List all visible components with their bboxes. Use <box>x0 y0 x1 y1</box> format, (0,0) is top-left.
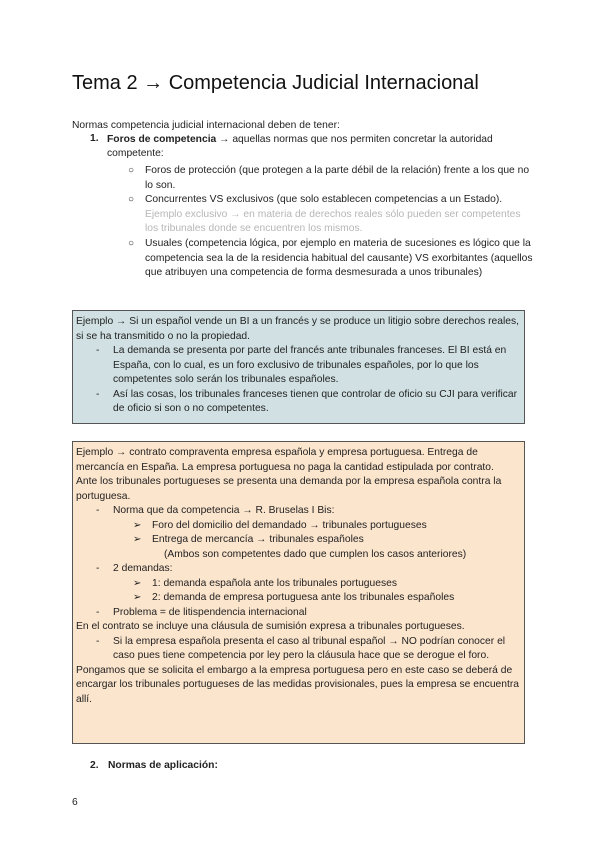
intro-text: Normas competencia judicial internacional deben de tener: <box>72 120 340 131</box>
sub-bullet-concurrent-text: Concurrentes VS exclusivos (que solo establecen competencias a un Estado). <box>145 194 503 205</box>
item-number: 1. <box>90 133 99 144</box>
sub-bullet-gray-example: Ejemplo exclusivo → en materia de derechos reales sólo pueden ser competentes los tribunales donde se encuentren los mismos. <box>145 208 521 234</box>
box2-dash-item <box>76 504 521 519</box>
dash-bullet-icon: - <box>96 635 100 647</box>
box1-dash-text-2: Así las cosas, los tribunales franceses tienen que controlar de oficio su CJI para verificar de oficio si son o no competentes. <box>113 388 518 414</box>
box2-dash-item <box>76 635 521 664</box>
arrow-bullet-icon: ➢ <box>133 534 142 545</box>
box2-paragraph-3: En el contrato se incluye una cláusula de sumisión expresa a tribunales portugueses. <box>76 621 465 632</box>
box1-dash-item <box>76 344 521 388</box>
box2-dash-item <box>76 606 521 621</box>
arrow-bullet-icon: ➢ <box>133 519 142 531</box>
box2-paragraph-1: Ejemplo → contrato compraventa empresa española y empresa portuguesa. Entrega de mercancía en España. La empresa portuguesa no paga la cantidad estipulada por contrato. <box>76 447 494 473</box>
box2-paragraph-2: Ante los tribunales portugueses se presenta una demanda por la empresa española contra la portuguesa. <box>76 476 502 502</box>
sub-bullet-protection: Foros de protección (que protegen a la parte débil de la relación) frente a los que no lo son. <box>145 165 530 191</box>
box2-arrow-item <box>76 519 521 534</box>
box2-foro-1: Foro del domicilio del demandado → tribunales portugueses <box>152 519 427 531</box>
circle-bullet-icon: ○ <box>128 165 135 176</box>
section-2-heading <box>90 760 218 771</box>
box2-demanda-2: 2: demanda de empresa portuguesa ante los tribunales españoles <box>152 592 455 603</box>
box2-arrow-item <box>76 591 521 606</box>
box2-demanda-1: 1: demanda española ante los tribunales portugueses <box>152 577 398 589</box>
item-text <box>107 133 532 162</box>
dash-bullet-icon: - <box>96 606 100 618</box>
box2-foro-2: Entrega de mercancía → tribunales españoles <box>152 534 364 545</box>
page-number: 6 <box>72 797 78 808</box>
box1-dash-text-1: La demanda se presenta por parte del francés ante tribunales franceses. El BI está en España, con lo cual, es un foro exclusivo de tribunales españoles, por lo que los competentes solo serán los tribunales españoles. <box>113 345 507 385</box>
box2-foro-note: (Ambos son competentes dado que cumplen los casos anteriores) <box>164 548 467 560</box>
example-box-orange <box>72 441 525 744</box>
dash-bullet-icon: - <box>96 388 100 400</box>
circle-bullet-icon: ○ <box>128 238 135 249</box>
item-rest: → aquellas normas que nos permiten concretar la autoridad competente: <box>107 134 493 160</box>
sub-bullet-usual: Usuales (competencia lógica, por ejemplo en materia de sucesiones es lógico que la competencia sea la de la residencia habitual del causante) VS exorbitantes (aquellos que atribuyen una competencia de forma desmesurada a unos tribunales) <box>145 238 533 278</box>
circle-bullet-icon: ○ <box>128 194 135 205</box>
box2-arrow-item <box>76 533 521 548</box>
box2-dos-demandas: 2 demandas: <box>113 563 173 574</box>
arrow-bullet-icon: ➢ <box>133 577 142 589</box>
section-label: Normas de aplicación: <box>108 760 218 771</box>
dash-bullet-icon: - <box>96 563 100 574</box>
dash-bullet-icon: - <box>96 345 100 356</box>
box2-problema: Problema = de litispendencia internacional <box>113 606 307 618</box>
sub-bullet-concurrent <box>145 193 535 237</box>
item-bold-term: Foros de competencia <box>107 134 217 145</box>
box1-intro: Ejemplo → Si un español vende un BI a un francés y se produce un litigio sobre derechos reales, si se ha transmitido o no la propiedad. <box>76 316 520 342</box>
section-number: 2. <box>90 760 99 771</box>
dash-bullet-icon: - <box>96 505 100 516</box>
page-title: Tema 2 → Competencia Judicial Internacional <box>72 72 479 94</box>
box2-paragraph-4: Pongamos que se solicita el embargo a la empresa portuguesa pero en este caso se deberá de encargar los tribunales portugueses de las medidas provisionales, pues la empresa se encuentra allí. <box>76 664 520 705</box>
box2-arrow-item <box>76 577 521 592</box>
box2-si: Si la empresa española presenta el caso al tribunal español → NO podrían conocer el caso pues tiene competencia por ley pero la cláusula hace que se derogue el foro. <box>113 635 506 661</box>
box2-norma: Norma que da competencia → R. Bruselas I Bis: <box>113 505 335 516</box>
box2-dash-item <box>76 562 521 577</box>
arrow-bullet-icon: ➢ <box>133 592 142 603</box>
example-box-blue <box>72 310 525 424</box>
box1-dash-item <box>76 388 521 417</box>
